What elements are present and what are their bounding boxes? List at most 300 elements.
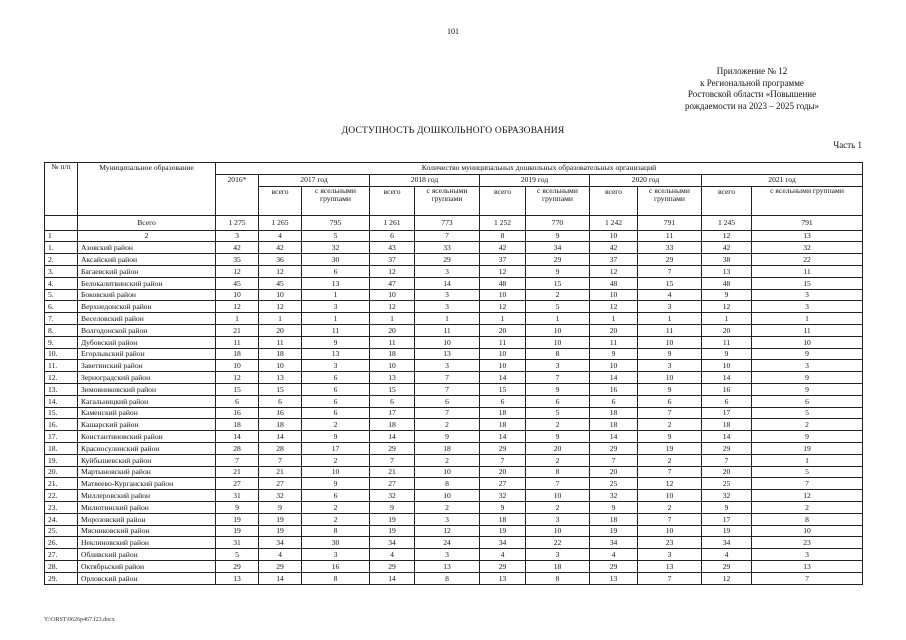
row-number: 8.: [45, 324, 78, 336]
table-row: [45, 490, 863, 502]
total-value: 1 252: [480, 215, 526, 230]
cell-value: 13: [480, 572, 526, 584]
cell-value: 45: [216, 277, 259, 289]
cell-value: 27: [370, 478, 415, 490]
row-number: 2.: [45, 254, 78, 266]
cell-value: 5: [752, 407, 863, 419]
cell-value: 10: [216, 360, 259, 372]
table-row: [45, 466, 863, 478]
cell-value: 20: [480, 324, 526, 336]
cell-value: 10: [480, 289, 526, 301]
cell-value: 32: [752, 242, 863, 254]
cell-value: 3: [526, 360, 590, 372]
cell-value: 22: [752, 254, 863, 266]
total-value: 1 275: [216, 215, 259, 230]
table-row: [45, 324, 863, 336]
cell-value: 42: [590, 242, 638, 254]
cell-value: 14: [370, 431, 415, 443]
cell-value: 19: [259, 513, 302, 525]
municipality-name: Багаевский район: [78, 265, 216, 277]
cell-value: 3: [415, 360, 480, 372]
subheader-total: всего: [590, 186, 638, 215]
header-year: 2019 год: [480, 174, 590, 186]
cell-value: 6: [370, 395, 415, 407]
cell-value: 10: [370, 289, 415, 301]
table-row: [45, 513, 863, 525]
cell-value: 10: [638, 372, 702, 384]
cell-value: 29: [480, 442, 526, 454]
cell-value: 11: [752, 324, 863, 336]
cell-value: 20: [259, 324, 302, 336]
cell-value: 19: [480, 525, 526, 537]
header-row-number: № п/п: [45, 163, 78, 216]
cell-value: 10: [259, 360, 302, 372]
column-index: 3: [216, 230, 259, 242]
cell-value: 2: [302, 454, 370, 466]
cell-value: 34: [370, 537, 415, 549]
cell-value: 37: [590, 254, 638, 266]
total-label: Всего: [78, 215, 216, 230]
cell-value: 3: [526, 513, 590, 525]
appendix-line: Приложение № 12: [716, 66, 788, 76]
municipality-name: Заветинский район: [78, 360, 216, 372]
cell-value: 3: [415, 265, 480, 277]
cell-value: 25: [702, 478, 752, 490]
municipality-name: Азовский район: [78, 242, 216, 254]
row-number: 23.: [45, 501, 78, 513]
cell-value: 3: [415, 289, 480, 301]
table-row: [45, 395, 863, 407]
cell-value: 10: [526, 336, 590, 348]
cell-value: 15: [638, 277, 702, 289]
header-municipality: Муниципальное образование: [78, 163, 216, 216]
cell-value: 21: [216, 324, 259, 336]
cell-value: 10: [526, 525, 590, 537]
table-row: [45, 383, 863, 395]
column-index: 4: [259, 230, 302, 242]
municipality-name: Обливский район: [78, 549, 216, 561]
municipality-name: Куйбышевский район: [78, 454, 216, 466]
cell-value: 8: [415, 572, 480, 584]
cell-value: 10: [415, 336, 480, 348]
cell-value: 6: [302, 372, 370, 384]
cell-value: 29: [370, 560, 415, 572]
cell-value: 13: [370, 372, 415, 384]
cell-value: 47: [370, 277, 415, 289]
cell-value: 3: [415, 513, 480, 525]
cell-value: 4: [259, 549, 302, 561]
cell-value: 13: [259, 372, 302, 384]
cell-value: 7: [638, 407, 702, 419]
cell-value: 42: [480, 242, 526, 254]
subheader-nursery: с ясельными группами: [415, 186, 480, 215]
cell-value: 30: [302, 537, 370, 549]
municipality-name: Каменский район: [78, 407, 216, 419]
total-value: 791: [638, 215, 702, 230]
cell-value: 18: [370, 419, 415, 431]
table-row: [45, 265, 863, 277]
cell-value: 15: [259, 383, 302, 395]
cell-value: 3: [638, 549, 702, 561]
cell-value: 48: [480, 277, 526, 289]
municipality-name: Красносулинский район: [78, 442, 216, 454]
column-index: 6: [370, 230, 415, 242]
cell-value: 13: [302, 277, 370, 289]
cell-value: 9: [415, 431, 480, 443]
cell-value: 11: [415, 324, 480, 336]
header-year: 2020 год: [590, 174, 702, 186]
page-number: 101: [447, 27, 459, 36]
cell-value: 4: [590, 549, 638, 561]
column-index: 11: [638, 230, 702, 242]
table-row: [45, 549, 863, 561]
cell-value: 19: [216, 513, 259, 525]
cell-value: 15: [216, 383, 259, 395]
cell-value: 28: [259, 442, 302, 454]
municipality-name: Боковский район: [78, 289, 216, 301]
cell-value: 12: [370, 265, 415, 277]
cell-value: 2: [526, 289, 590, 301]
appendix-line: к Региональной программе: [700, 77, 804, 88]
cell-value: 38: [702, 254, 752, 266]
column-index: 10: [590, 230, 638, 242]
cell-value: 18: [590, 419, 638, 431]
cell-value: 19: [370, 513, 415, 525]
cell-value: 5: [752, 466, 863, 478]
cell-value: 19: [259, 525, 302, 537]
appendix-line: рождаемости на 2023 – 2025 годы»: [684, 100, 820, 111]
row-number: 18.: [45, 442, 78, 454]
row-number: 24.: [45, 513, 78, 525]
cell-value: 8: [752, 513, 863, 525]
cell-value: 2: [415, 501, 480, 513]
cell-value: 11: [590, 336, 638, 348]
cell-value: 18: [216, 348, 259, 360]
cell-value: 1: [415, 313, 480, 325]
appendix-line: Ростовской области «Повышение: [687, 89, 817, 99]
cell-value: 17: [370, 407, 415, 419]
subheader-nursery: с ясельными группами: [752, 186, 863, 215]
total-value: 791: [752, 215, 863, 230]
cell-value: 3: [302, 301, 370, 313]
cell-value: 29: [216, 560, 259, 572]
table-row: [45, 501, 863, 513]
municipality-name: Волгодонской район: [78, 324, 216, 336]
cell-value: 19: [216, 525, 259, 537]
cell-value: 10: [415, 466, 480, 478]
cell-value: 6: [752, 395, 863, 407]
cell-value: 15: [370, 383, 415, 395]
cell-value: 1: [752, 454, 863, 466]
cell-value: 17: [702, 513, 752, 525]
row-number: 1.: [45, 242, 78, 254]
cell-value: 19: [752, 442, 863, 454]
cell-value: 2: [302, 419, 370, 431]
row-number: 20.: [45, 466, 78, 478]
municipality-name: Неклиновский район: [78, 537, 216, 549]
cell-value: 42: [259, 242, 302, 254]
cell-value: 6: [216, 395, 259, 407]
cell-value: 48: [590, 277, 638, 289]
cell-value: 18: [480, 513, 526, 525]
cell-value: 1: [302, 313, 370, 325]
cell-value: 10: [752, 336, 863, 348]
cell-value: 31: [216, 490, 259, 502]
cell-value: 21: [370, 466, 415, 478]
table-row: [45, 289, 863, 301]
cell-value: 6: [702, 395, 752, 407]
cell-value: 7: [638, 572, 702, 584]
municipality-name: Аксайский район: [78, 254, 216, 266]
cell-value: 14: [480, 372, 526, 384]
subheader-nursery: с ясельными группами: [638, 186, 702, 215]
cell-value: 29: [370, 442, 415, 454]
row-number: 5.: [45, 289, 78, 301]
cell-value: 1: [638, 313, 702, 325]
municipality-name: Константиновский район: [78, 431, 216, 443]
row-number: 13.: [45, 383, 78, 395]
cell-value: 27: [480, 478, 526, 490]
row-number: 26.: [45, 537, 78, 549]
cell-value: 8: [526, 348, 590, 360]
cell-value: 29: [638, 254, 702, 266]
cell-value: 9: [526, 431, 590, 443]
total-value: 773: [415, 215, 480, 230]
cell-value: 16: [702, 383, 752, 395]
cell-value: 24: [415, 537, 480, 549]
municipality-name: Зерноградский район: [78, 372, 216, 384]
subheader-total: всего: [370, 186, 415, 215]
cell-value: 10: [638, 336, 702, 348]
municipality-name: Зимовниковский район: [78, 383, 216, 395]
cell-value: 5: [526, 407, 590, 419]
cell-value: 23: [638, 537, 702, 549]
cell-value: 3: [302, 360, 370, 372]
subheader-total: всего: [702, 186, 752, 215]
cell-value: 4: [702, 549, 752, 561]
cell-value: 20: [702, 466, 752, 478]
cell-value: 11: [702, 336, 752, 348]
cell-value: 7: [638, 265, 702, 277]
cell-value: 37: [370, 254, 415, 266]
row-number: 17.: [45, 431, 78, 443]
row-number: 29.: [45, 572, 78, 584]
cell-value: 29: [590, 442, 638, 454]
cell-value: 9: [526, 383, 590, 395]
cell-value: 7: [526, 478, 590, 490]
cell-value: 7: [259, 454, 302, 466]
municipality-name: Веселовский район: [78, 313, 216, 325]
cell-value: 42: [702, 242, 752, 254]
subheader-total: всего: [259, 186, 302, 215]
cell-value: 9: [752, 348, 863, 360]
cell-value: 12: [480, 265, 526, 277]
cell-value: 11: [302, 324, 370, 336]
municipality-name: Орловский район: [78, 572, 216, 584]
cell-value: 3: [752, 549, 863, 561]
cell-value: 8: [415, 478, 480, 490]
cell-value: 8: [526, 572, 590, 584]
cell-value: 4: [638, 289, 702, 301]
cell-value: 9: [638, 348, 702, 360]
cell-value: 2: [302, 501, 370, 513]
subheader-total: всего: [480, 186, 526, 215]
cell-value: 9: [302, 336, 370, 348]
row-number: 25.: [45, 525, 78, 537]
cell-value: 11: [370, 336, 415, 348]
cell-value: 19: [590, 525, 638, 537]
cell-value: 13: [752, 560, 863, 572]
total-value: 1 245: [702, 215, 752, 230]
cell-value: 9: [216, 501, 259, 513]
row-number: 10.: [45, 348, 78, 360]
table-row: [45, 454, 863, 466]
cell-value: 32: [480, 490, 526, 502]
cell-value: 12: [590, 265, 638, 277]
cell-value: 7: [415, 383, 480, 395]
cell-value: 10: [526, 324, 590, 336]
cell-value: 6: [302, 395, 370, 407]
cell-value: 6: [259, 395, 302, 407]
cell-value: 14: [590, 372, 638, 384]
table-row: [45, 407, 863, 419]
municipality-name: Октябрьский район: [78, 560, 216, 572]
cell-value: 9: [590, 348, 638, 360]
cell-value: 29: [702, 442, 752, 454]
cell-value: 3: [415, 549, 480, 561]
cell-value: 18: [259, 348, 302, 360]
cell-value: 2: [638, 454, 702, 466]
cell-value: 14: [259, 431, 302, 443]
preschool-availability-table: [44, 162, 863, 585]
cell-value: 12: [590, 301, 638, 313]
cell-value: 9: [480, 501, 526, 513]
cell-value: 10: [526, 490, 590, 502]
cell-value: 5: [526, 301, 590, 313]
cell-value: 29: [590, 560, 638, 572]
cell-value: 32: [259, 490, 302, 502]
total-value: 1 242: [590, 215, 638, 230]
cell-value: 6: [302, 407, 370, 419]
part-label: Часть 1: [833, 140, 862, 150]
row-number: 11.: [45, 360, 78, 372]
cell-value: 13: [590, 572, 638, 584]
cell-value: 14: [702, 372, 752, 384]
cell-value: 1: [302, 289, 370, 301]
cell-value: 6: [302, 265, 370, 277]
cell-value: 12: [415, 525, 480, 537]
appendix-caption: [642, 66, 862, 112]
cell-value: 29: [526, 254, 590, 266]
cell-value: 13: [415, 560, 480, 572]
cell-value: 16: [216, 407, 259, 419]
cell-value: 32: [302, 242, 370, 254]
cell-value: 20: [526, 442, 590, 454]
row-number: 15.: [45, 407, 78, 419]
cell-value: 20: [480, 466, 526, 478]
cell-value: 10: [302, 466, 370, 478]
cell-value: 7: [590, 454, 638, 466]
cell-value: 13: [216, 572, 259, 584]
municipality-name: Дубовский район: [78, 336, 216, 348]
cell-value: 7: [415, 372, 480, 384]
row-number: 4.: [45, 277, 78, 289]
cell-value: 6: [302, 490, 370, 502]
cell-value: 18: [480, 407, 526, 419]
column-index: 5: [302, 230, 370, 242]
cell-value: 2: [415, 419, 480, 431]
cell-value: 18: [259, 419, 302, 431]
cell-value: 1: [259, 313, 302, 325]
row-number: 9.: [45, 336, 78, 348]
cell-value: 21: [216, 466, 259, 478]
cell-value: 7: [216, 454, 259, 466]
cell-value: 7: [638, 466, 702, 478]
municipality-name: Матвеево-Курганский район: [78, 478, 216, 490]
total-row-number: [45, 215, 78, 230]
column-index: 2: [78, 230, 216, 242]
cell-value: 6: [526, 395, 590, 407]
cell-value: 29: [702, 560, 752, 572]
total-row: [45, 215, 863, 230]
cell-value: 9: [526, 265, 590, 277]
cell-value: 42: [216, 242, 259, 254]
table-row: [45, 313, 863, 325]
cell-value: 7: [638, 513, 702, 525]
cell-value: 16: [259, 407, 302, 419]
table-row: [45, 442, 863, 454]
cell-value: 3: [415, 301, 480, 313]
cell-value: 10: [259, 289, 302, 301]
cell-value: 34: [702, 537, 752, 549]
cell-value: 6: [415, 395, 480, 407]
cell-value: 11: [216, 336, 259, 348]
cell-value: 2: [526, 501, 590, 513]
table-row: [45, 419, 863, 431]
column-index: 12: [702, 230, 752, 242]
cell-value: 27: [216, 478, 259, 490]
cell-value: 10: [370, 360, 415, 372]
cell-value: 14: [216, 431, 259, 443]
cell-value: 6: [638, 395, 702, 407]
cell-value: 25: [590, 478, 638, 490]
cell-value: 9: [638, 383, 702, 395]
cell-value: 2: [752, 501, 863, 513]
cell-value: 37: [480, 254, 526, 266]
cell-value: 9: [702, 289, 752, 301]
cell-value: 32: [702, 490, 752, 502]
cell-value: 14: [259, 572, 302, 584]
column-index-row: [45, 230, 863, 242]
cell-value: 7: [702, 454, 752, 466]
subheader-nursery: с ясельными группами: [302, 186, 370, 215]
cell-value: 12: [702, 301, 752, 313]
header-year: 2018 год: [370, 174, 480, 186]
preschool-table-container: [44, 162, 862, 585]
total-value: 1 265: [259, 215, 302, 230]
cell-value: 1: [216, 313, 259, 325]
row-number: 3.: [45, 265, 78, 277]
municipality-name: Верхнедонской район: [78, 301, 216, 313]
cell-value: 19: [702, 525, 752, 537]
cell-value: 6: [590, 395, 638, 407]
cell-value: 10: [480, 348, 526, 360]
cell-value: 33: [415, 242, 480, 254]
cell-value: 8: [526, 466, 590, 478]
cell-value: 31: [216, 537, 259, 549]
cell-value: 11: [259, 336, 302, 348]
cell-value: 17: [702, 407, 752, 419]
